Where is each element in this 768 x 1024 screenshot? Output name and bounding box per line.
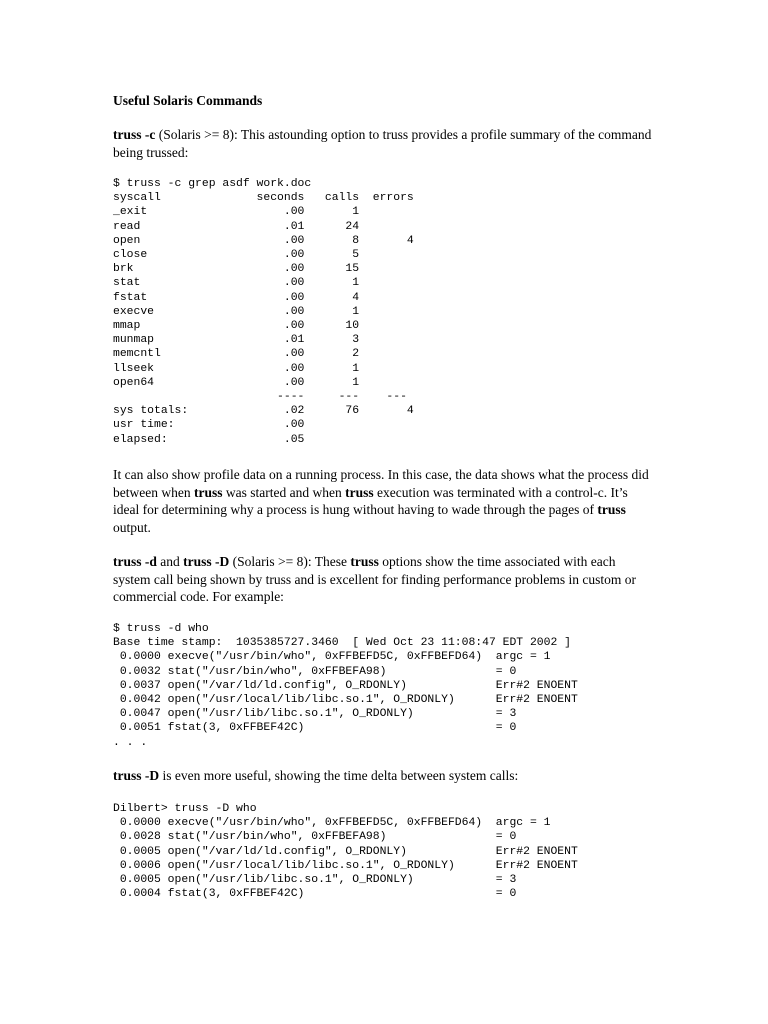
truss-d-paragraph [113,553,653,606]
truss-d-output: $ truss -d who Base time stamp: 1035385727.3460 [ Wed Oct 23 11:08:47 EDT 2002 ] 0.0000 execve("/usr/bin/who", 0xFFBEFD5C, 0xFFBEFD64) argc = 1 0.0032 stat("/usr/bin/who", 0xFFBEFA98) = 0 0.0037 open("/var/ld/ld.config", O_RDONLY) Err#2 ENOENT 0.0042 open("/usr/local/lib/libc.so.1", O_RDONLY) Err#2 ENOENT 0.0047 open("/usr/lib/libc.so.1", O_RDONLY) = 3 0.0051 fstat(3, 0xFFBEF42C) = 0 . . . [113,623,578,749]
truss-d-command: truss -d [113,554,157,569]
truss-D-output: Dilbert> truss -D who 0.0000 execve("/usr/bin/who", 0xFFBEFD5C, 0xFFBEFD64) argc = 1 0.0028 stat("/usr/bin/who", 0xFFBEFA98) = 0 0.0005 open("/var/ld/ld.config", O_RDONLY) Err#2 ENOENT 0.0006 open("/usr/local/lib/libc.so.1", O_RDONLY) Err#2 ENOENT 0.0005 open("/usr/lib/libc.so.1", O_RDONLY) = 3 0.0004 fstat(3, 0xFFBEF42C) = 0 [113,803,578,901]
para3-truss: truss [350,554,379,569]
truss-D-command-2: truss -D [113,768,160,783]
para2-truss-3: truss [597,502,626,517]
para2-truss-2: truss [345,484,374,500]
para2-truss-1: truss [193,484,223,500]
intro-paragraph [113,126,653,161]
para2-text-3: execution was terminated with a control-c. It’s ideal for determining why a process is hung without having to wade through the pages of [113,484,628,517]
truss-c-output: $ truss -c grep asdf work.doc syscall seconds calls errors _exit .00 1 read .01 24 open .00 8 4 close .00 5 brk .00 15 stat .00 1 fstat .00 4 execve .00 1 mmap .00 10 munmap .01 3 memcntl .00 2 llseek .00 1 open64 .00 1 ---- --- --- sys totals: .02 76 4 usr time: .00 elapsed: .05 [113,178,414,446]
truss-D-command: truss -D [183,554,230,569]
para3-text-2: (Solaris >= 8): These [229,554,351,569]
document-title: Useful Solaris Commands [113,93,263,108]
intro-text: (Solaris >= 8): This astounding option to truss provides a profile summary of the command being trussed: [113,127,652,160]
para2-text-1: It can also show profile data on a running process. In this case, the data shows what the process did between when [113,467,649,500]
para2-text-4: output. [113,519,151,535]
truss-D-paragraph [113,767,653,785]
para2-text-2: was started and when [222,484,346,500]
para4-text: is even more useful, showing the time delta between system calls: [159,768,519,783]
para3-text-1: and [156,554,184,569]
running-process-paragraph [113,466,653,536]
para3-text-3: options show the time associated with each system call being shown by truss and is excellent for finding performance problems in custom or commercial code. For example: [113,554,637,604]
truss-c-command: truss -c [113,127,156,142]
